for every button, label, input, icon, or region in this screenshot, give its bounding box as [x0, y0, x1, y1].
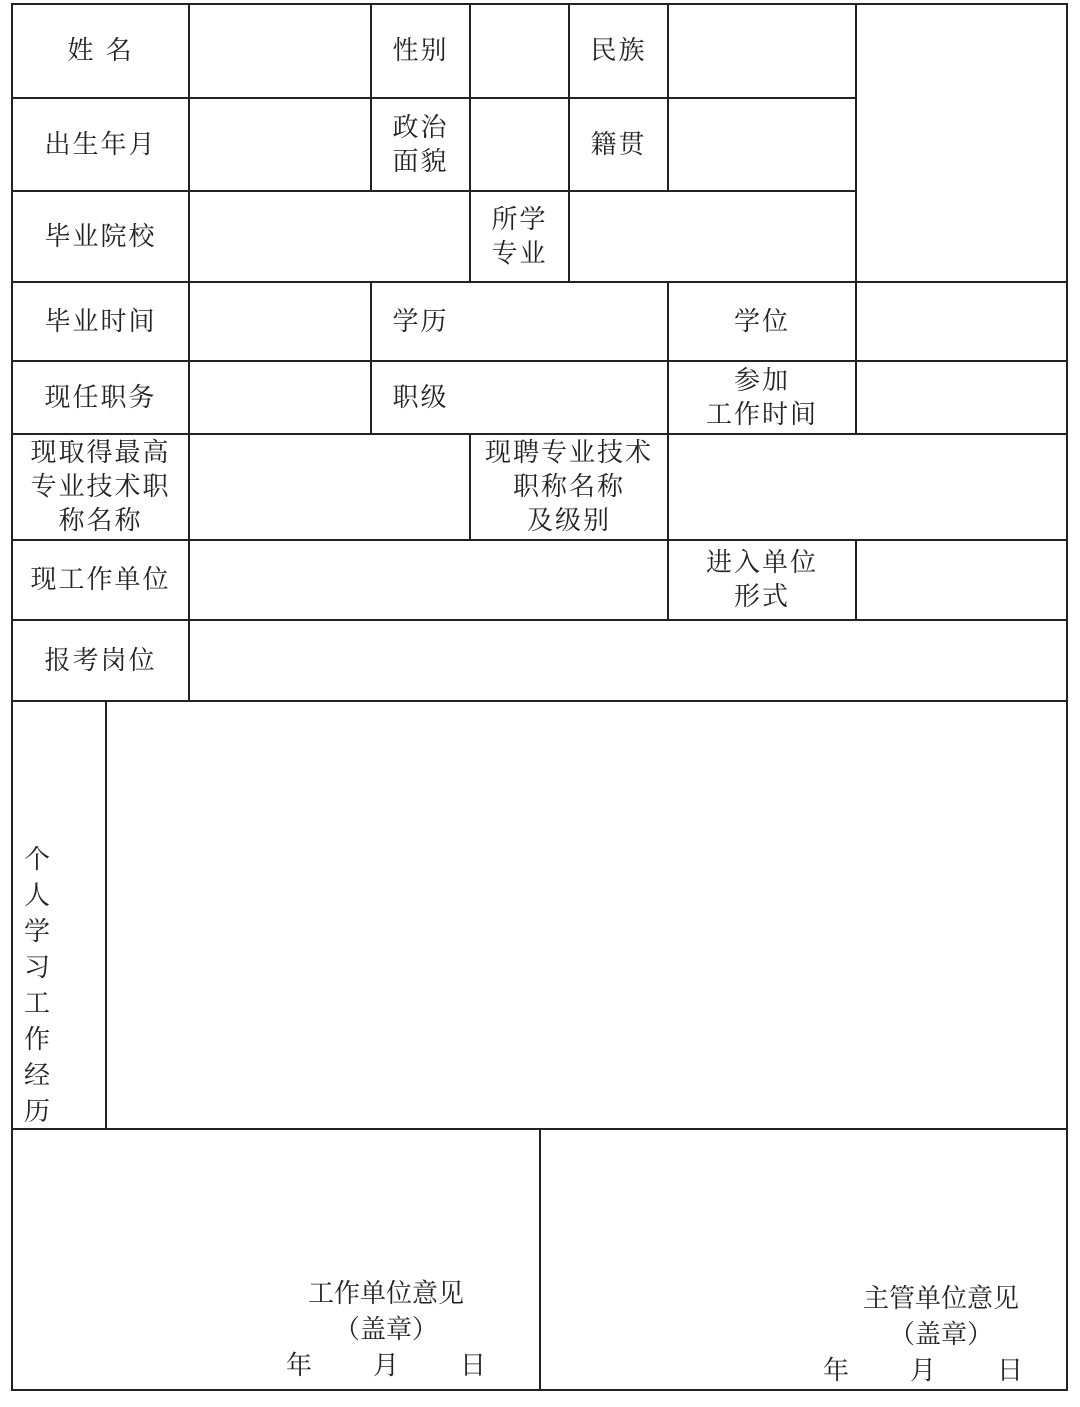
major-field[interactable]: [569, 191, 856, 282]
label-school: 毕业院校: [44, 221, 157, 252]
label-entry-form: 进入单位 形式: [705, 548, 818, 612]
label-degree: 学位: [733, 306, 790, 337]
grid-line: [1066, 3, 1068, 1391]
label-resume: [24, 842, 100, 1130]
work-start-field[interactable]: [856, 361, 1066, 434]
grid-line: [11, 3, 13, 1391]
grid-line: [469, 434, 471, 540]
grid-line: [11, 281, 1067, 283]
gender-field[interactable]: [470, 4, 569, 98]
resume-field[interactable]: [106, 701, 1066, 1129]
entry-form-field[interactable]: [856, 540, 1066, 620]
rank-field[interactable]: [470, 361, 668, 434]
grid-line: [11, 433, 1067, 435]
employer-field[interactable]: [189, 540, 668, 620]
grid-line: [11, 700, 1067, 702]
supervisor-opinion-date: [823, 1353, 1023, 1389]
apply-post-field[interactable]: [189, 620, 1066, 701]
highest-title-field[interactable]: [189, 434, 470, 540]
grid-line: [105, 700, 107, 1129]
political-field[interactable]: [470, 98, 569, 191]
supervisor-opinion-title: 主管单位意见: [862, 1284, 1019, 1314]
employer-date-month: 月: [372, 1351, 399, 1381]
employer-opinion-seal: （盖章）: [333, 1315, 438, 1345]
supervisor-date-day: 日: [996, 1356, 1023, 1386]
label-birth: 出生年月: [44, 129, 157, 160]
employer-opinion-title: 工作单位意见: [307, 1279, 464, 1309]
grid-line: [11, 97, 856, 99]
grid-line: [539, 1128, 541, 1390]
label-apply-post: 报考岗位: [44, 645, 157, 676]
grid-line: [855, 3, 857, 282]
employer-opinion-date: [286, 1348, 486, 1384]
label-education: 学历: [392, 306, 449, 337]
grid-line: [568, 3, 570, 282]
label-position: 现任职务: [44, 382, 157, 413]
supervisor-date-year: 年: [823, 1356, 850, 1386]
grid-line: [11, 3, 1067, 5]
employer-date-day: 日: [459, 1351, 486, 1381]
current-title-field[interactable]: [668, 434, 1066, 540]
resume-line-2: 学习: [24, 917, 75, 983]
supervisor-opinion-seal: （盖章）: [888, 1320, 993, 1350]
position-field[interactable]: [189, 361, 371, 434]
photo-area[interactable]: [856, 4, 1066, 282]
grid-line: [855, 539, 857, 620]
name-field[interactable]: [189, 4, 371, 98]
grid-line: [11, 619, 1067, 621]
grid-line: [11, 190, 856, 192]
resume-line-3: 工作: [24, 989, 75, 1055]
education-field[interactable]: [470, 282, 668, 361]
grid-line: [855, 281, 857, 434]
label-rank: 职级: [392, 382, 449, 413]
grid-line: [370, 3, 372, 191]
grid-line: [469, 3, 471, 282]
grid-line: [11, 360, 1067, 362]
label-native-place: 籍贯: [590, 129, 647, 160]
ethnicity-field[interactable]: [668, 4, 856, 98]
supervisor-date-month: 月: [909, 1356, 936, 1386]
grid-line: [370, 281, 372, 434]
label-highest-title: 现取得最高 专业技术职 称名称: [30, 438, 171, 536]
label-work-start: 参加 工作时间: [705, 365, 818, 430]
label-name: 姓 名: [67, 36, 134, 66]
label-major: 所学 专业: [491, 204, 548, 269]
resume-line-1: 个人: [24, 845, 75, 911]
degree-field[interactable]: [856, 282, 1066, 361]
native-place-field[interactable]: [668, 98, 856, 191]
grad-time-field[interactable]: [189, 282, 371, 361]
employer-date-year: 年: [286, 1351, 313, 1381]
label-ethnicity: 民族: [590, 36, 647, 66]
label-political: 政治 面貌: [392, 112, 449, 177]
employer-opinion: [286, 1276, 486, 1384]
resume-line-4: 经历: [24, 1061, 75, 1127]
grid-line: [667, 281, 669, 620]
supervisor-opinion: [823, 1281, 1023, 1389]
grid-line: [667, 3, 669, 191]
label-current-title: 现聘专业技术 职称名称 及级别: [484, 438, 653, 536]
grid-line: [188, 3, 190, 701]
school-field[interactable]: [189, 191, 470, 282]
label-grad-time: 毕业时间: [44, 306, 157, 337]
grid-line: [11, 539, 1067, 541]
label-gender: 性别: [392, 36, 449, 66]
birth-field[interactable]: [189, 98, 371, 191]
label-employer: 现工作单位: [30, 565, 171, 595]
